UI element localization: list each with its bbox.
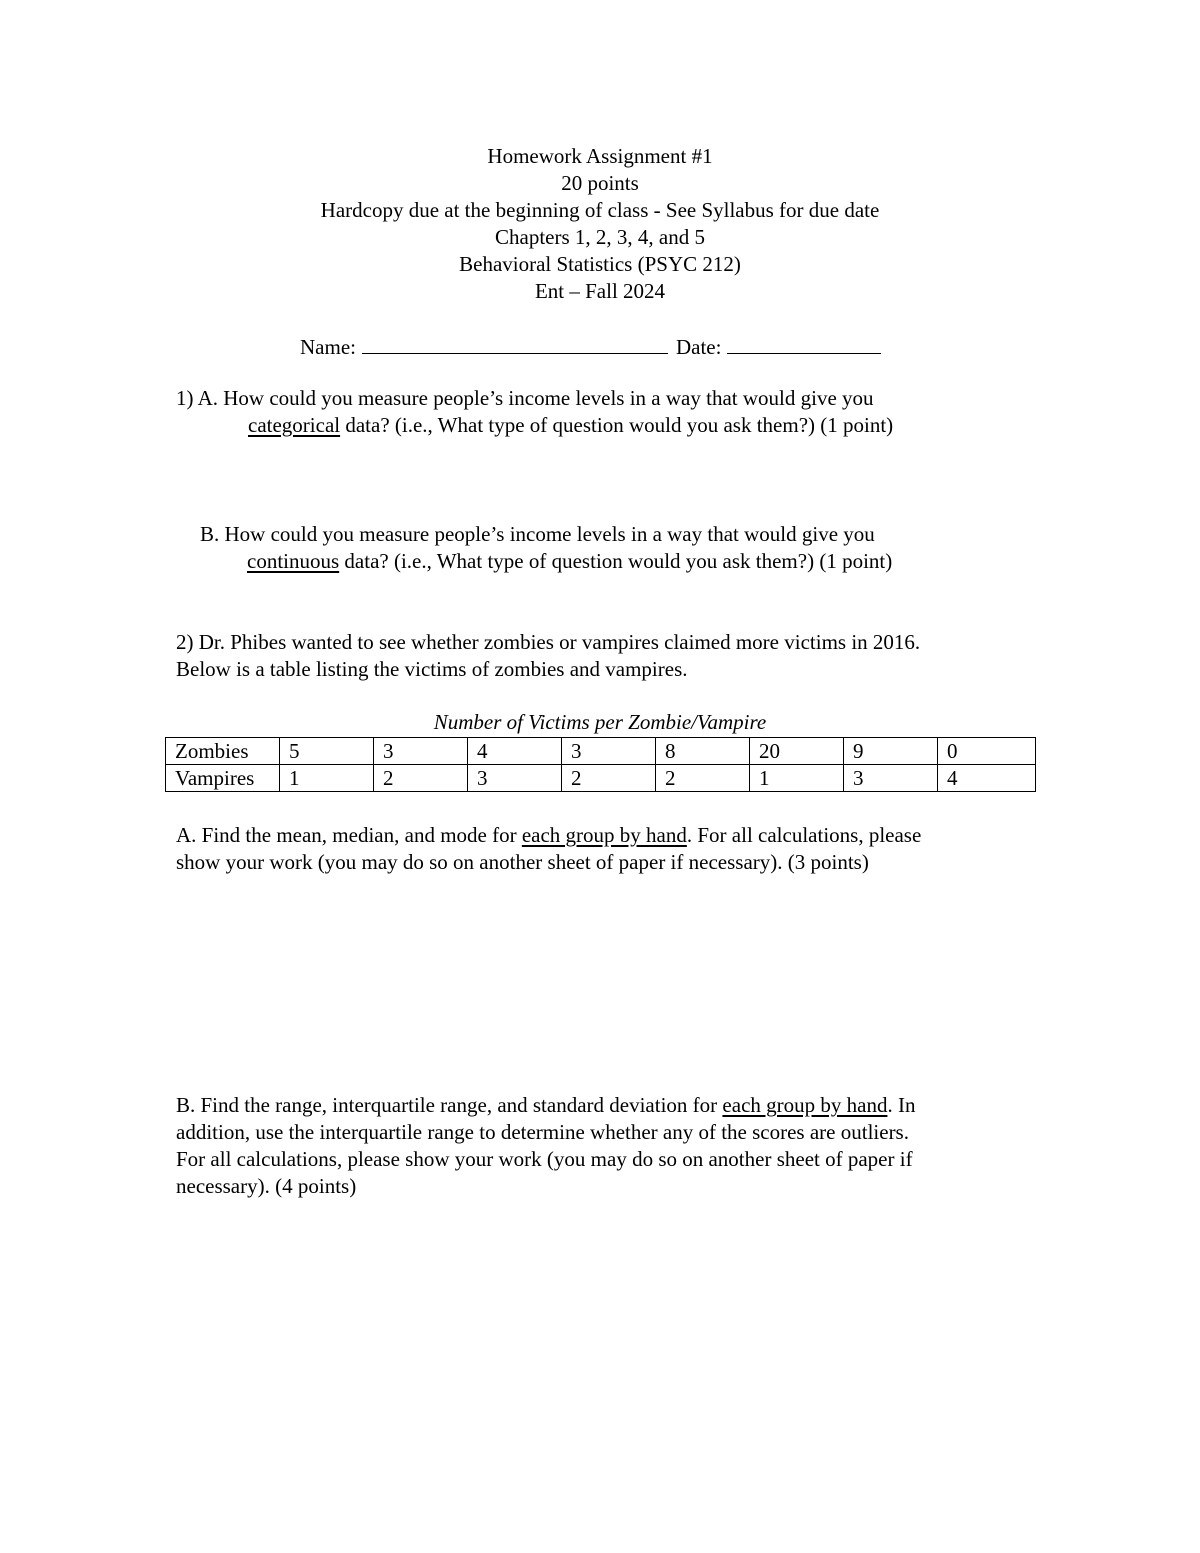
question-2b-line1 xyxy=(176,1092,915,1119)
name-blank[interactable] xyxy=(362,331,668,354)
table-cell: 9 xyxy=(844,738,938,765)
chapters-line: Chapters 1, 2, 3, 4, and 5 xyxy=(495,225,705,249)
table-cell: 1 xyxy=(280,765,374,792)
question-1a xyxy=(176,385,893,439)
date-label: Date: xyxy=(675,335,722,359)
due-note: Hardcopy due at the beginning of class - See Syllabus for due date xyxy=(320,198,880,222)
question-1b-line2-rest: data? (i.e., What type of question would you ask them?) (1 point) xyxy=(339,549,893,573)
question-2a-line1-post: . For all calculations, please xyxy=(686,823,922,847)
question-2a-line2: show your work (you may do so on another sheet of paper if necessary). (3 points) xyxy=(176,850,869,874)
question-1b xyxy=(200,521,892,575)
table-cell: 2 xyxy=(562,765,656,792)
question-2b-line2: addition, use the interquartile range to determine whether any of the scores are outliers. xyxy=(176,1120,909,1144)
table-cell: 0 xyxy=(938,738,1036,765)
row-label: Zombies xyxy=(166,738,280,765)
question-1b-line1: B. How could you measure people’s income levels in a way that would give you xyxy=(200,522,875,546)
assignment-header xyxy=(0,143,1200,305)
question-2a-line1-pre: A. Find the mean, median, and mode for xyxy=(176,823,522,847)
table-cell: 2 xyxy=(656,765,750,792)
table-cell: 3 xyxy=(562,738,656,765)
question-2b-line1-post: . In xyxy=(887,1093,916,1117)
table-cell: 3 xyxy=(844,765,938,792)
question-1a-line1: 1) A. How could you measure people’s income levels in a way that would give you xyxy=(176,386,874,410)
question-2b-line4: necessary). (4 points) xyxy=(176,1174,357,1198)
table-row xyxy=(166,738,1036,765)
points-total: 20 points xyxy=(561,171,639,195)
table-cell: 3 xyxy=(468,765,562,792)
course-line: Behavioral Statistics (PSYC 212) xyxy=(459,252,741,276)
question-1a-line2 xyxy=(176,412,893,439)
table-cell: 4 xyxy=(938,765,1036,792)
underlined-each-group-by-hand: each group by hand xyxy=(521,823,687,847)
question-1b-line2 xyxy=(200,548,892,575)
table-cell: 3 xyxy=(374,738,468,765)
question-2a xyxy=(176,822,921,876)
table-caption: Number of Victims per Zombie/Vampire xyxy=(433,710,767,734)
row-label: Vampires xyxy=(166,765,280,792)
table-cell: 20 xyxy=(750,738,844,765)
term-line: Ent – Fall 2024 xyxy=(534,279,666,303)
underlined-categorical: categorical xyxy=(248,413,341,437)
date-blank[interactable] xyxy=(727,331,881,354)
table-cell: 2 xyxy=(374,765,468,792)
question-2-intro-line1: 2) Dr. Phibes wanted to see whether zombies or vampires claimed more victims in 2016. xyxy=(176,630,921,654)
assignment-title: Homework Assignment #1 xyxy=(487,144,713,168)
victims-table xyxy=(165,737,1036,792)
question-2b-line1-pre: B. Find the range, interquartile range, and standard deviation for xyxy=(176,1093,723,1117)
underlined-each-group-by-hand: each group by hand xyxy=(722,1093,888,1117)
question-2-intro xyxy=(176,629,920,683)
question-1a-line2-rest: data? (i.e., What type of question would you ask them?) (1 point) xyxy=(340,413,894,437)
table-cell: 8 xyxy=(656,738,750,765)
question-2a-line1 xyxy=(176,822,921,849)
question-2-intro-line2: Below is a table listing the victims of zombies and vampires. xyxy=(176,657,688,681)
table-cell: 1 xyxy=(750,765,844,792)
underlined-continuous: continuous xyxy=(247,549,340,573)
table-row xyxy=(166,765,1036,792)
name-date-row xyxy=(300,331,881,361)
question-2b xyxy=(176,1092,915,1200)
table-cell: 4 xyxy=(468,738,562,765)
table-cell: 5 xyxy=(280,738,374,765)
name-label: Name: xyxy=(300,335,356,359)
question-2b-line3: For all calculations, please show your work (you may do so on another sheet of paper if xyxy=(176,1147,913,1171)
